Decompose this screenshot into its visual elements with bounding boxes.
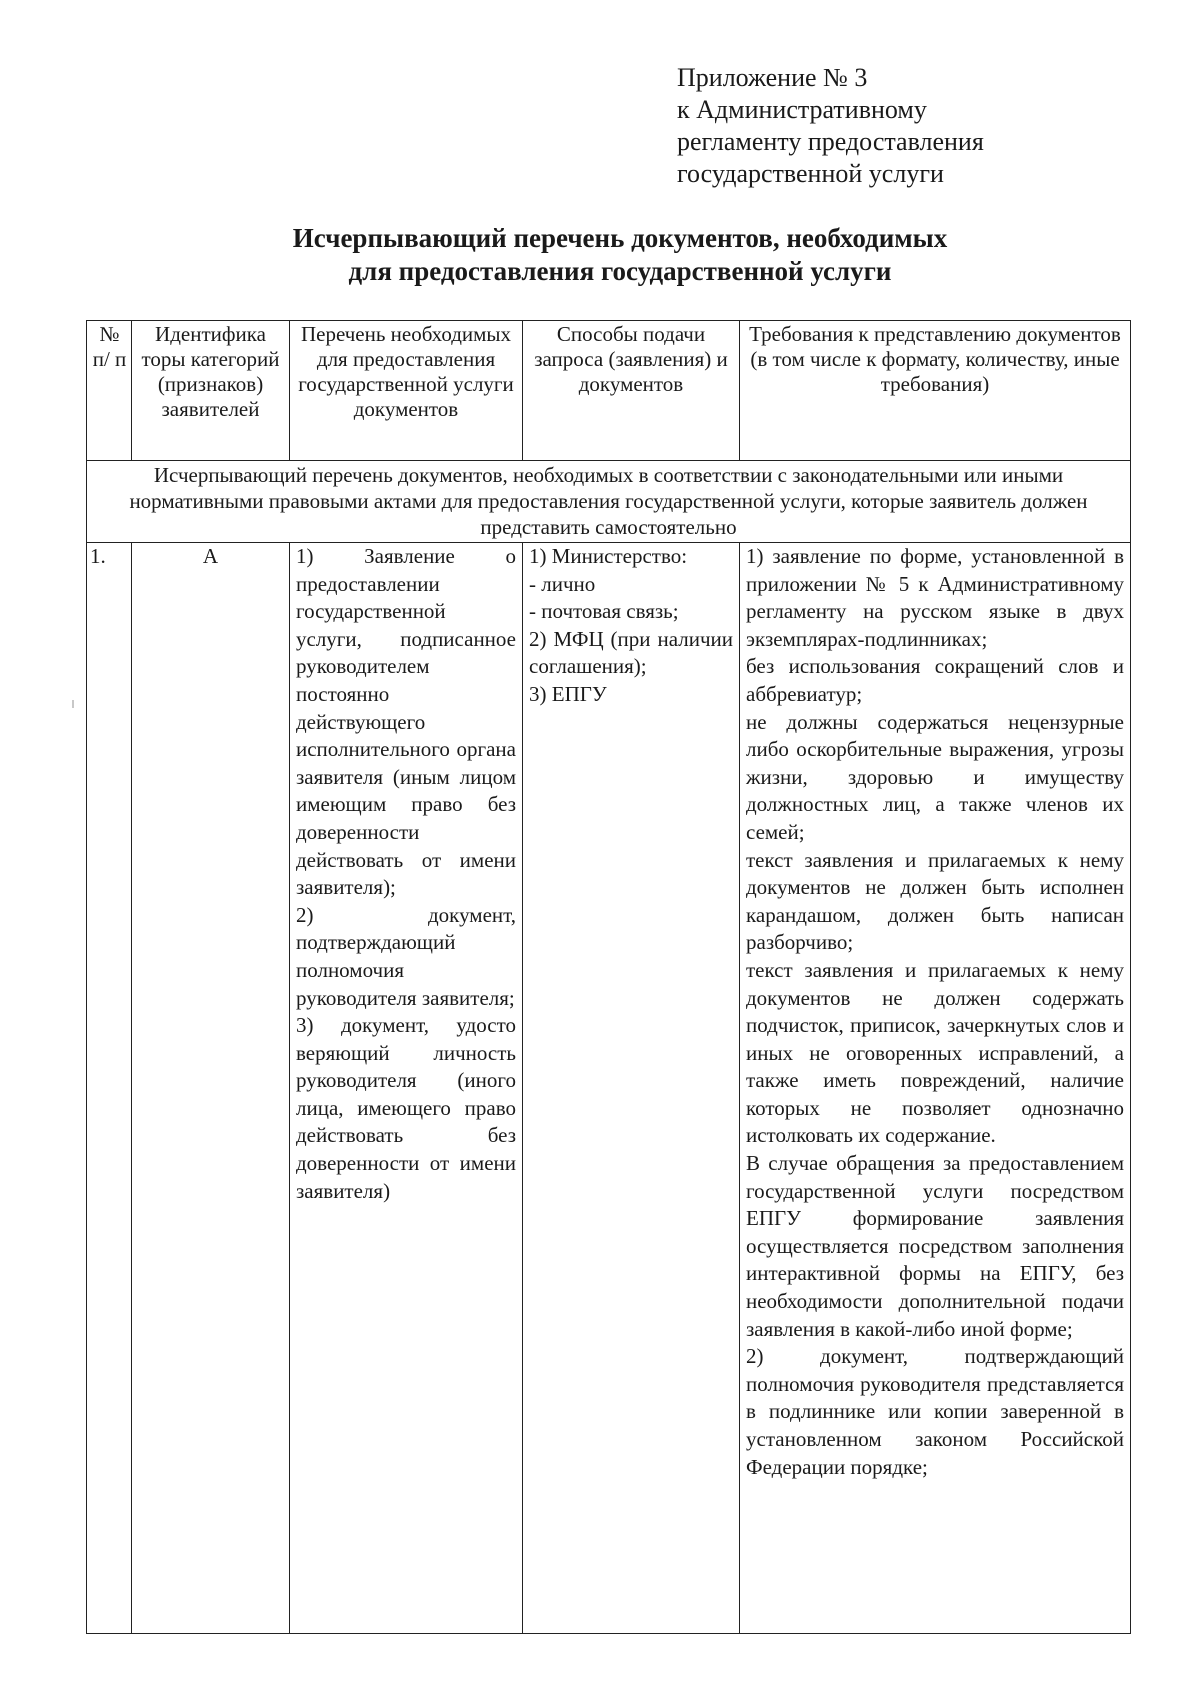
- document-item: 3) документ, удосто веряющий личность руководителя (иного лица, имеющего право действовать без доверенности от имени заявителя): [296, 1013, 516, 1203]
- method-item: 3) ЕПГУ: [529, 681, 607, 706]
- method-item: - лично: [529, 571, 596, 596]
- annex-line: Приложение № 3: [677, 63, 868, 92]
- document-item: 2) документ, подтверждающий полномочия руководителя заявителя;: [296, 902, 516, 1010]
- annex-line: к Административному: [677, 95, 927, 124]
- section-title: Исчерпывающий перечень документов, необходимых в соответствии с законодательными или иными нормативными правовыми актами для предоставления государственной услуги, которые заявитель должен представить самостоятельно: [87, 461, 1131, 543]
- requirement-item: текст заявления и прилагаемых к нему документов не должен содержать подчисток, приписок, зачеркнутых слов и иных не оговоренных исправлений, а также иметь повреждений, наличие которых не позволяет однозначно истолковать их содержание.: [746, 957, 1124, 1148]
- requirement-item: В случае обращения за предоставлением государственной услуги посредством ЕПГУ формирование заявления осуществляется посредством заполнения интерактивной формы на ЕПГУ, без необходимости дополнительной подачи заявления в какой-либо иной форме;: [746, 1151, 1124, 1341]
- requirement-item: 1) заявление по форме, установленной в приложении № 5 к Административному регламенту на русском языке в двух экземплярах-подлинниках;: [746, 544, 1124, 651]
- header-requirements: Требования к представлению документов (в том числе к формату, количеству, иные требования): [740, 321, 1131, 461]
- table-row: [87, 543, 1131, 1634]
- table-header-row: [87, 321, 1131, 461]
- header-category: Идентифика торы категорий (признаков) заявителей: [132, 321, 290, 461]
- title-line-1: Исчерпывающий перечень документов, необходимых: [292, 223, 948, 253]
- method-item: 2) МФЦ (при наличии соглашения);: [529, 626, 733, 679]
- header-documents: Перечень необходимых для предоставления государственной услуги документов: [290, 321, 523, 461]
- requirement-item: текст заявления и прилагаемых к нему документов не должен быть исполнен карандашом, должен быть написан разборчиво;: [746, 847, 1124, 955]
- requirement-item: 2) документ, подтверждающий полномочия руководителя представляется в подлиннике или копии заверенной в установленном законом Российской Федерации порядке;: [746, 1344, 1124, 1479]
- header-num: № п/ п: [87, 321, 132, 461]
- header-methods: Способы подачи запроса (заявления) и документов: [523, 321, 740, 461]
- documents-table: [86, 320, 1131, 1634]
- annex-line: регламенту предоставления: [677, 127, 984, 156]
- scan-artifact: [72, 700, 74, 708]
- row-documents: [290, 543, 523, 1634]
- row-category: А: [132, 543, 290, 1634]
- requirement-item: без использования сокращений слов и аббревиатур;: [746, 654, 1124, 706]
- row-requirements: [740, 543, 1131, 1634]
- annex-line: государственной услуги: [677, 159, 944, 188]
- requirement-item: не должны содержаться нецензурные либо оскорбительные выражения, угрозы жизни, здоровью и имуществу должностных лиц, а также членов их семей;: [746, 709, 1124, 844]
- title-line-2: для предоставления государственной услуги: [348, 256, 892, 286]
- row-num: 1.: [87, 543, 132, 1634]
- annex-header: [677, 62, 984, 190]
- method-item: 1) Министерство:: [529, 544, 688, 568]
- method-item: - почтовая связь;: [529, 599, 679, 624]
- row-methods: [523, 543, 740, 1634]
- document-item: 1) Заявление о предоставлении государственной услуги, подписанное руководителем постоянно действующего исполнительного органа заявителя (иным лицом имеющим право без доверенности действовать от имени заявителя);: [296, 544, 516, 900]
- document-title: [0, 222, 1200, 288]
- section-row: [87, 461, 1131, 543]
